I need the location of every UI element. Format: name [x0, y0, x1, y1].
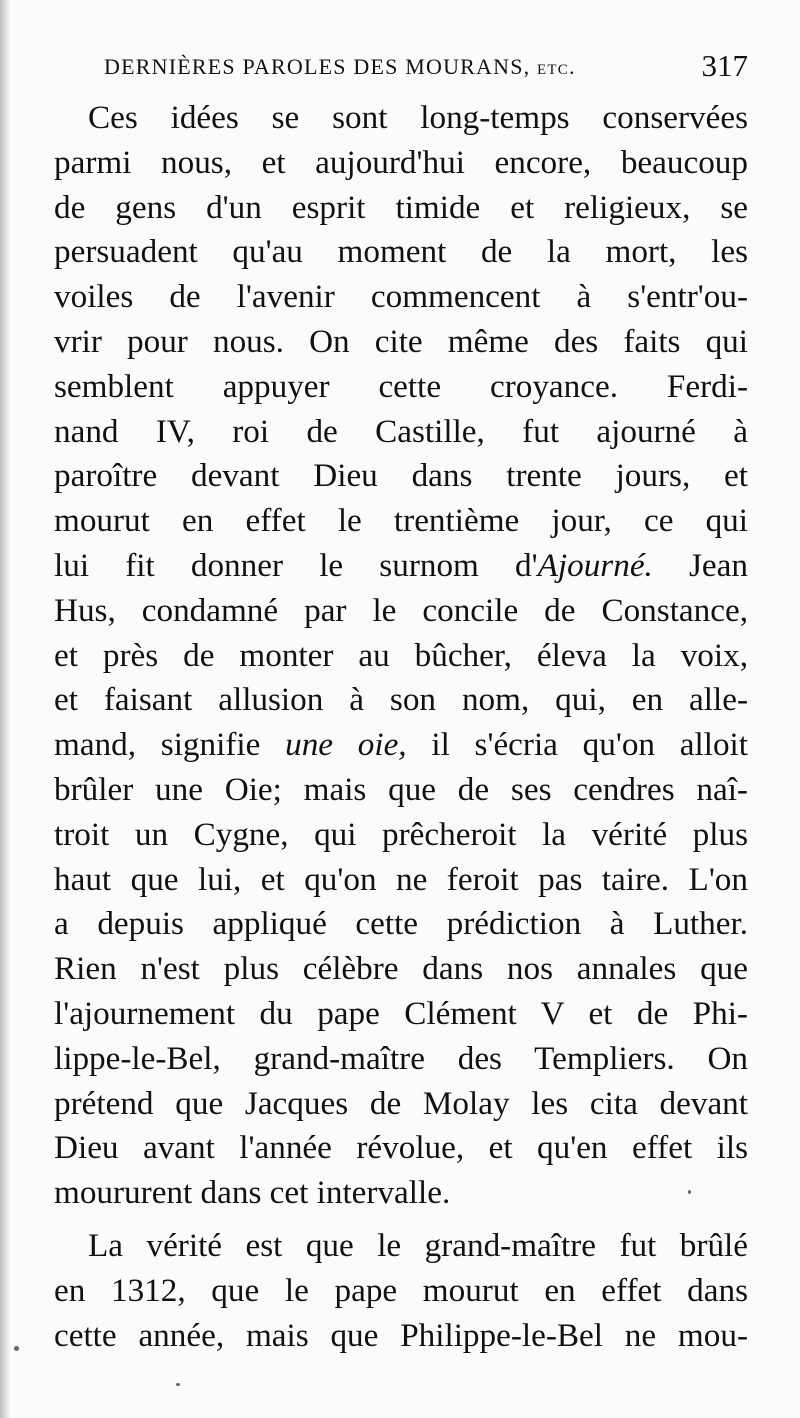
paper-speck: [14, 1346, 19, 1351]
text-segment: lui fit donner le surnom d': [54, 546, 538, 584]
text-line: [54, 544, 748, 589]
text-line: cette année, mais que Philippe-le-Bel ne mou-: [54, 1316, 748, 1354]
text-line: troit un Cygne, qui prêcheroit la vérité plus: [54, 815, 748, 853]
text-line: moururent dans cet intervalle.: [54, 1174, 451, 1212]
page-number: 317: [701, 48, 748, 83]
text-line: semblent appuyer cette croyance. Ferdi-: [54, 367, 748, 405]
text-line: mourut en effet le trentième jour, ce qui: [54, 502, 748, 540]
text-line: en 1312, que le pape mourut en effet dans: [54, 1271, 748, 1309]
text-segment: il s'écria qu'on alloit: [406, 726, 748, 764]
text-segment: Jean: [652, 546, 748, 584]
text-segment: mand, signifie: [54, 726, 286, 764]
text-line: nand IV, roi de Castille, fut ajourné à: [54, 412, 748, 450]
page-header: [104, 48, 754, 88]
text-line: haut que lui, et qu'on ne feroit pas taire. L'on: [54, 860, 748, 898]
text-line: Ces idées se sont long-temps conservées: [88, 99, 748, 136]
text-line: lippe-le-Bel, grand-maître des Templiers. On: [54, 1039, 748, 1077]
text-line: Rien n'est plus célèbre dans nos annales que: [54, 950, 748, 988]
text-line: La vérité est que le grand-maître fut brûlé: [88, 1226, 748, 1264]
page-edge-shadow: [0, 0, 10, 1418]
running-head: DERNIÈRES PAROLES DES MOURANS, etc.: [104, 54, 576, 79]
paper-speck: [176, 1383, 180, 1386]
paper-speck: [688, 1190, 691, 1194]
text-line: l'ajournement du pape Clément V et de Phi-: [54, 994, 748, 1032]
text-line: prétend que Jacques de Molay les cita devant: [54, 1084, 748, 1122]
text-line: parmi nous, et aujourd'hui encore, beaucoup: [54, 143, 748, 181]
italic-word-ajourne: Ajourné.: [537, 546, 653, 584]
text-line: Dieu avant l'année révolue, et qu'en effet ils: [54, 1129, 748, 1167]
text-line: vrir pour nous. On cite même des faits qui: [54, 322, 748, 360]
text-line: [54, 723, 748, 768]
text-line: persuadent qu'au moment de la mort, les: [54, 233, 748, 271]
text-line: a depuis appliqué cette prédiction à Luther.: [54, 905, 748, 943]
text-line: et près de monter au bûcher, éleva la voix,: [54, 636, 748, 674]
text-line: Hus, condamné par le concile de Constance,: [54, 591, 748, 629]
text-line: voiles de l'avenir commencent à s'entr'ou-: [54, 278, 748, 316]
text-line: de gens d'un esprit timide et religieux, se: [54, 188, 748, 226]
text-line: et faisant allusion à son nom, qui, en alle-: [54, 681, 748, 719]
body-text: [54, 96, 748, 1358]
text-line: brûler une Oie; mais que de ses cendres naî-: [54, 770, 748, 808]
italic-phrase-une-oie: une oie,: [285, 726, 407, 764]
text-line: paroître devant Dieu dans trente jours, et: [54, 457, 748, 495]
